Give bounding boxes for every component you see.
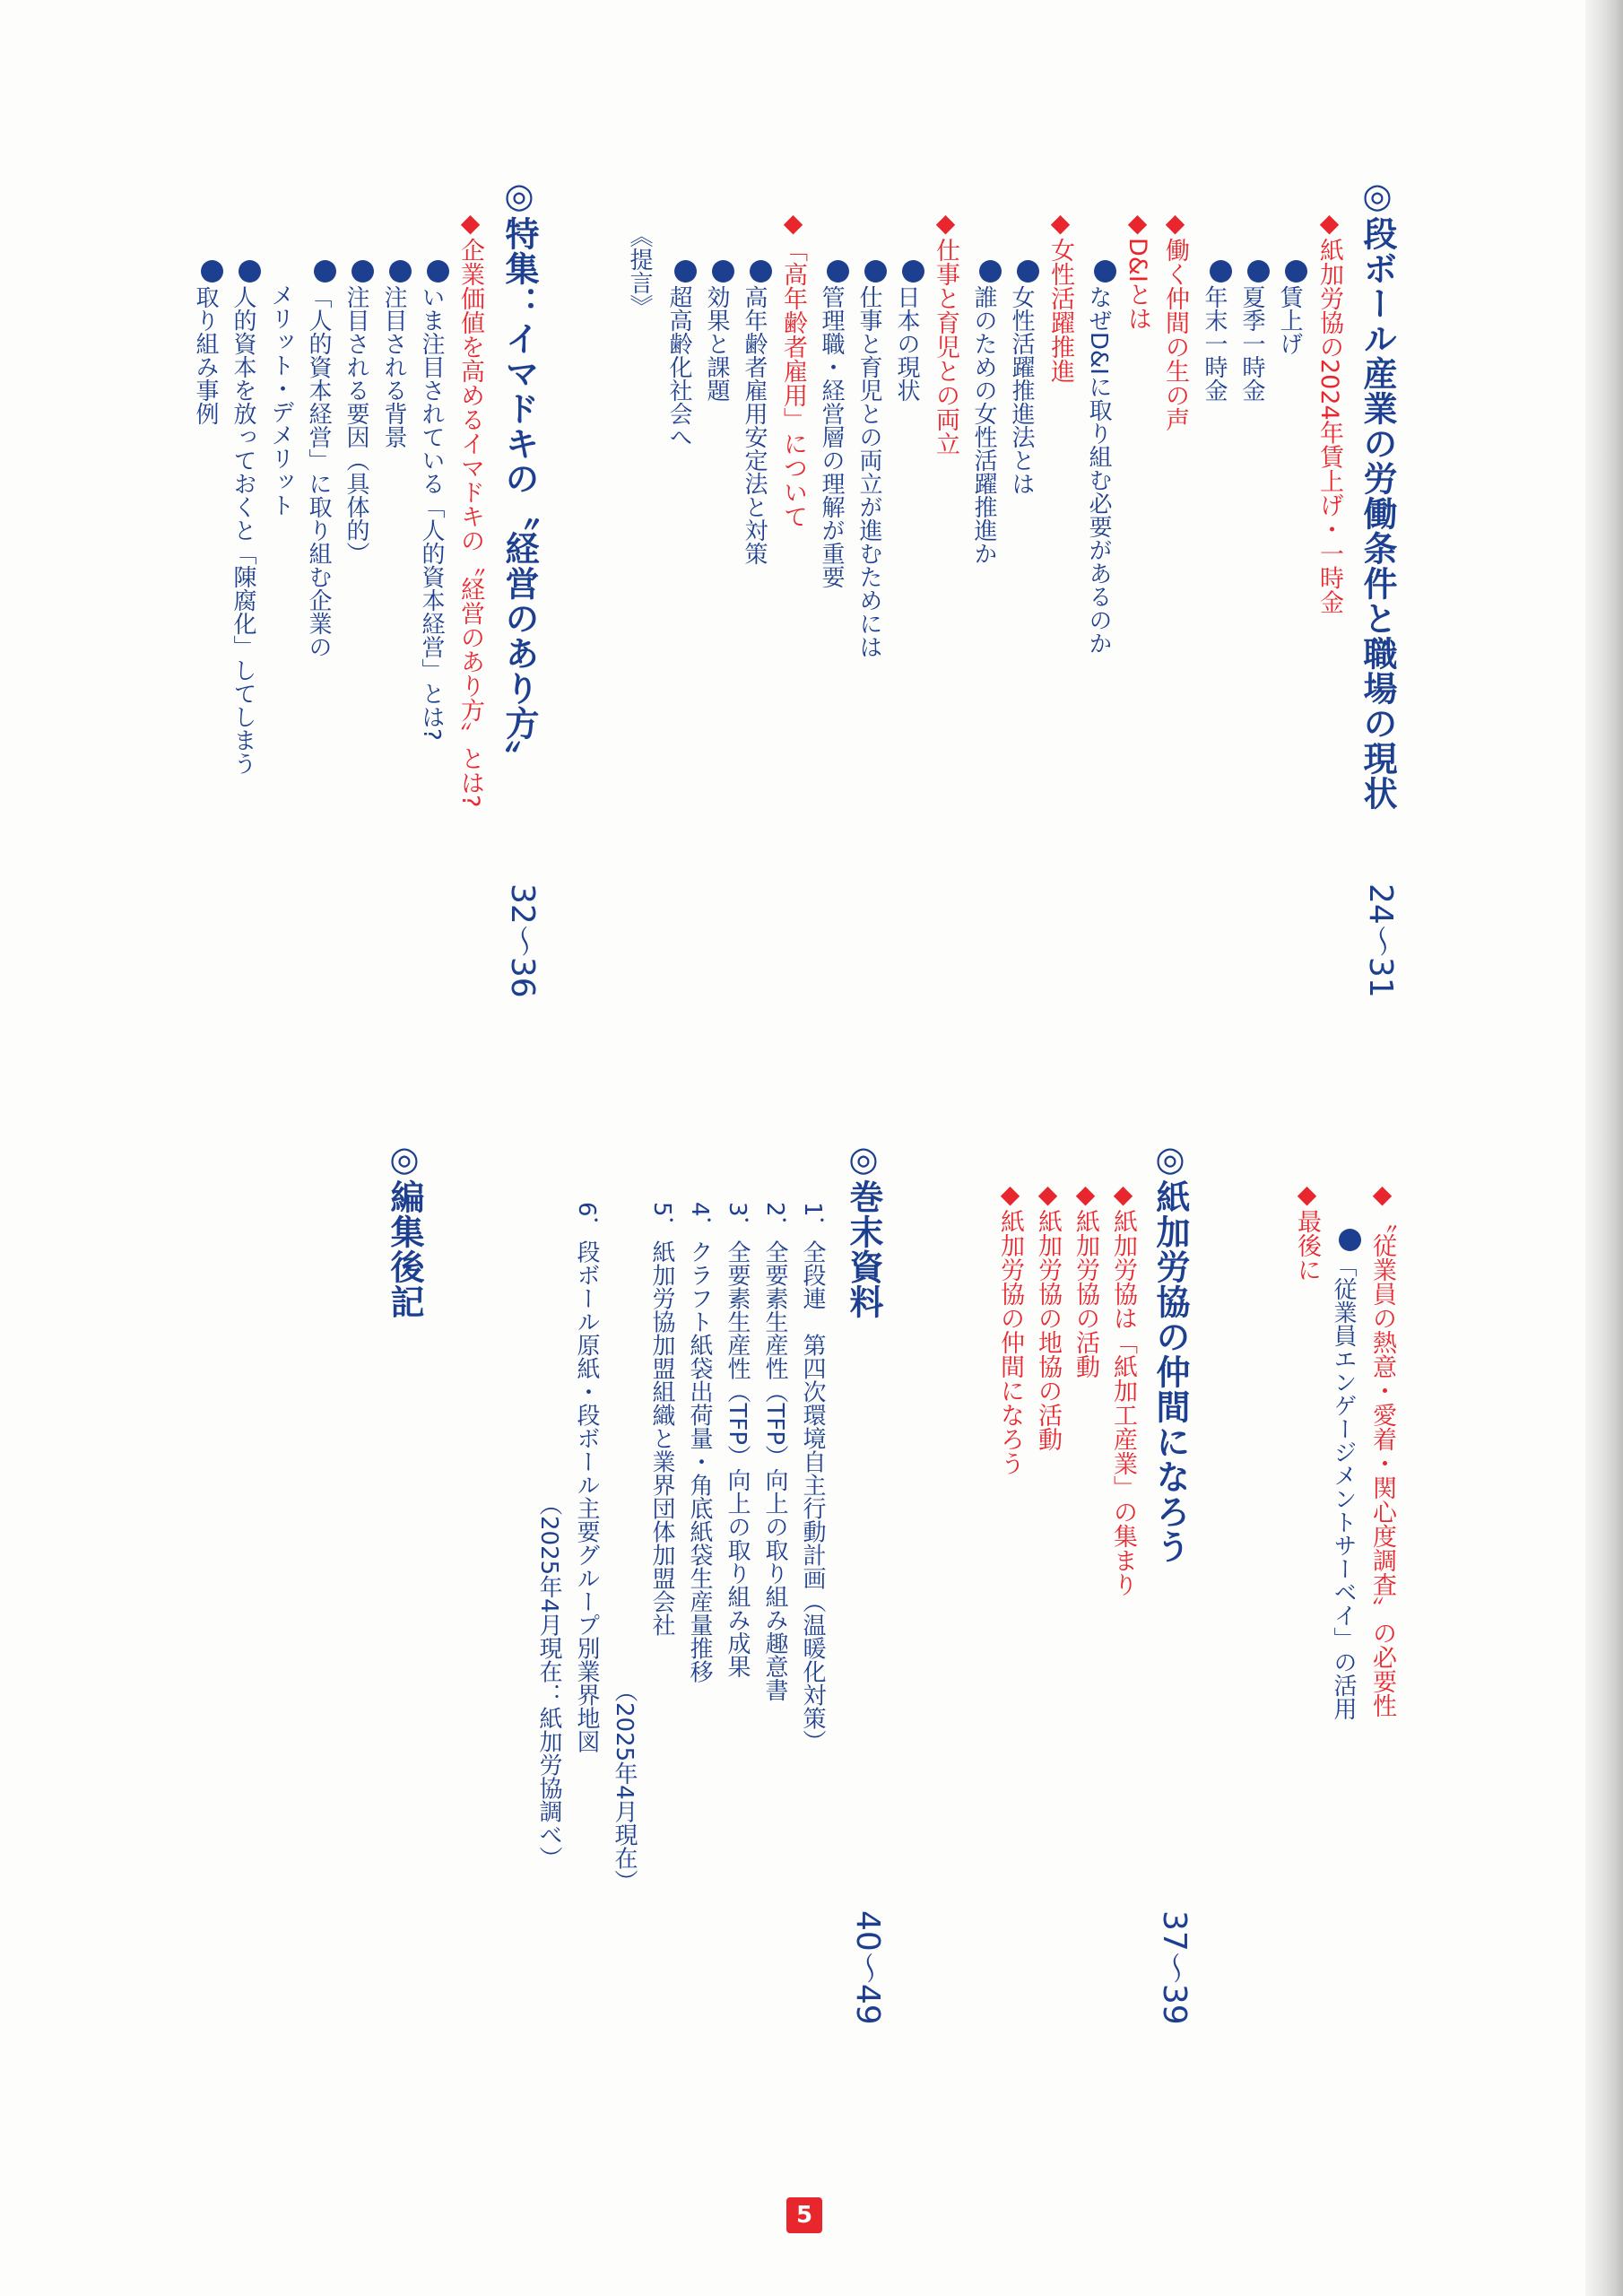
page-edge-shadow bbox=[1585, 0, 1623, 2296]
toc-item: 賃上げ bbox=[1278, 260, 1307, 355]
toc-item: ◆仕事と育児との両立 bbox=[931, 208, 960, 456]
toc-item: 「従業員エンゲージメントサーベイ」の活用 bbox=[1332, 1229, 1361, 1720]
section-title-appendix: ◎巻末資料 bbox=[844, 1139, 883, 1319]
dot-bullet-icon bbox=[201, 260, 223, 283]
diamond-bullet-icon: ◆ bbox=[1071, 1179, 1100, 1209]
toc-item: 超高齢化社会へ bbox=[667, 260, 697, 448]
toc-item: ◆女性活躍推進 bbox=[1046, 208, 1075, 383]
appendix-item: 2．全要素生産性（TFP）向上の取り組み趣意書 bbox=[761, 1202, 788, 1702]
section-title-afterword: ◎編集後記 bbox=[385, 1139, 424, 1319]
dot-bullet-icon bbox=[864, 260, 887, 283]
appendix-item: 5．紙加労協加盟組織と業界団体加盟会社 bbox=[648, 1202, 675, 1637]
appendix-item: 3．全要素生産性（TFP）向上の取り組み成果 bbox=[724, 1202, 751, 1679]
section-title-union: ◎紙加労協の仲間になろう bbox=[1150, 1139, 1190, 1564]
dot-bullet-icon bbox=[1210, 260, 1232, 283]
toc-item: ◆紙加労協の仲間になろう bbox=[995, 1179, 1025, 1475]
dot-bullet-icon bbox=[979, 260, 1002, 283]
dot-bullet-icon bbox=[1285, 260, 1307, 283]
toc-item: 高年齢者雇用安定法と対策 bbox=[742, 260, 772, 565]
diamond-bullet-icon: ◆ bbox=[1292, 1179, 1322, 1209]
dot-bullet-icon bbox=[827, 260, 849, 283]
toc-item: 年末一時金 bbox=[1202, 260, 1232, 402]
toc-item: ◆紙加労協の地協の活動 bbox=[1033, 1179, 1063, 1451]
dot-bullet-icon bbox=[1339, 1229, 1361, 1251]
toc-item: ◆最後に bbox=[1292, 1179, 1322, 1282]
diamond-bullet-icon: ◆ bbox=[995, 1179, 1025, 1209]
toc-item: 「人的資本経営」に取り組む企業の bbox=[307, 260, 336, 658]
dot-bullet-icon bbox=[902, 260, 924, 283]
appendix-item: 1．全段連 第四次環境自主行動計画（温暖化対策） bbox=[799, 1202, 826, 1753]
toc-item: 取り組み事例 bbox=[194, 260, 223, 425]
diamond-bullet-icon: ◆ bbox=[1108, 1179, 1138, 1209]
toc-item: 注目される要因（具体的） bbox=[344, 260, 374, 565]
dot-bullet-icon bbox=[239, 260, 261, 283]
toc-item: 注目される背景 bbox=[382, 260, 412, 448]
dot-bullet-icon bbox=[1247, 260, 1270, 283]
toc-item: ◆紙加労協は「紙加工産業」の集まり bbox=[1108, 1179, 1138, 1596]
diamond-bullet-icon: ◆ bbox=[1123, 208, 1152, 238]
dot-bullet-icon bbox=[750, 260, 772, 283]
appendix-item-date: （2025年4月現在） bbox=[611, 1679, 638, 1893]
dot-bullet-icon bbox=[352, 260, 374, 283]
dot-bullet-icon bbox=[712, 260, 734, 283]
toc-item: 日本の現状 bbox=[895, 260, 924, 402]
page-range-feature: 32〜36 bbox=[503, 883, 541, 998]
diamond-bullet-icon: ◆ bbox=[931, 208, 960, 238]
appendix-item: 4．クラフト紙袋出荷量・角底紙袋生産量推移 bbox=[686, 1202, 713, 1683]
page-number-badge: 5 bbox=[786, 2197, 822, 2233]
toc-item: いま注目されている「人的資本経営」とは? bbox=[420, 260, 449, 741]
toc-item: ◆働く仲間の生の声 bbox=[1160, 208, 1190, 431]
diamond-bullet-icon: ◆ bbox=[456, 208, 485, 238]
diamond-bullet-icon: ◆ bbox=[1367, 1179, 1397, 1209]
toc-item: 仕事と育児との両立が進むためには bbox=[857, 260, 887, 658]
toc-item: ◆紙加労協の活動 bbox=[1071, 1179, 1100, 1378]
dot-bullet-icon bbox=[674, 260, 697, 283]
appendix-item: 6．段ボール原紙・段ボール主要グループ別業界地図 bbox=[573, 1202, 600, 1753]
toc-item: 管理職・経営層の理解が重要 bbox=[820, 260, 849, 588]
toc-item: 女性活躍推進法とは bbox=[1010, 260, 1039, 495]
dot-bullet-icon bbox=[389, 260, 412, 283]
toc-item: ◆D&Iとは bbox=[1123, 208, 1152, 331]
toc-item: 人的資本を放っておくと「陳腐化」してしまう bbox=[231, 260, 261, 775]
section-title-labor: ◎段ボール産業の労働条件と職場の現状 bbox=[1358, 176, 1397, 811]
diamond-bullet-icon: ◆ bbox=[1046, 208, 1075, 238]
toc-item-proposal: 《提言》 bbox=[626, 224, 653, 317]
dot-bullet-icon bbox=[314, 260, 336, 283]
section-title-feature: ◎特集：イマドキの〝経営のあり方〟 bbox=[499, 176, 539, 776]
dot-bullet-icon bbox=[1094, 260, 1116, 283]
page-range-appendix: 40〜49 bbox=[848, 1910, 886, 2025]
page-range-union: 37〜39 bbox=[1155, 1910, 1193, 2025]
diamond-bullet-icon: ◆ bbox=[1033, 1179, 1063, 1209]
toc-item: ◆紙加労協の2024年賃上げ・一時金 bbox=[1315, 208, 1344, 614]
toc-item-continued: メリット・デメリット bbox=[267, 283, 294, 517]
toc-item: 効果と課題 bbox=[705, 260, 734, 402]
dot-bullet-icon bbox=[1017, 260, 1039, 283]
toc-item: ◆〝従業員の熱意・愛着・関心度調査〟の必要性 bbox=[1367, 1179, 1397, 1718]
diamond-bullet-icon: ◆ bbox=[1315, 208, 1344, 238]
appendix-item-date: （2025年4月現在：紙加労協調べ） bbox=[535, 1492, 562, 1870]
toc-item: 誰のための女性活躍推進か bbox=[972, 260, 1002, 565]
diamond-bullet-icon: ◆ bbox=[778, 208, 808, 238]
diamond-bullet-icon: ◆ bbox=[1160, 208, 1190, 238]
page-range-labor: 24〜31 bbox=[1361, 883, 1399, 998]
toc-item: 夏季一時金 bbox=[1240, 260, 1270, 402]
toc-item: ◆「高年齢者雇用」について bbox=[778, 208, 808, 528]
toc-item: なぜD&Iに取り組む必要があるのか bbox=[1087, 260, 1116, 655]
dot-bullet-icon bbox=[427, 260, 449, 283]
toc-item: ◆企業価値を高めるイマドキの〝経営のあり方〟とは? bbox=[456, 208, 485, 808]
